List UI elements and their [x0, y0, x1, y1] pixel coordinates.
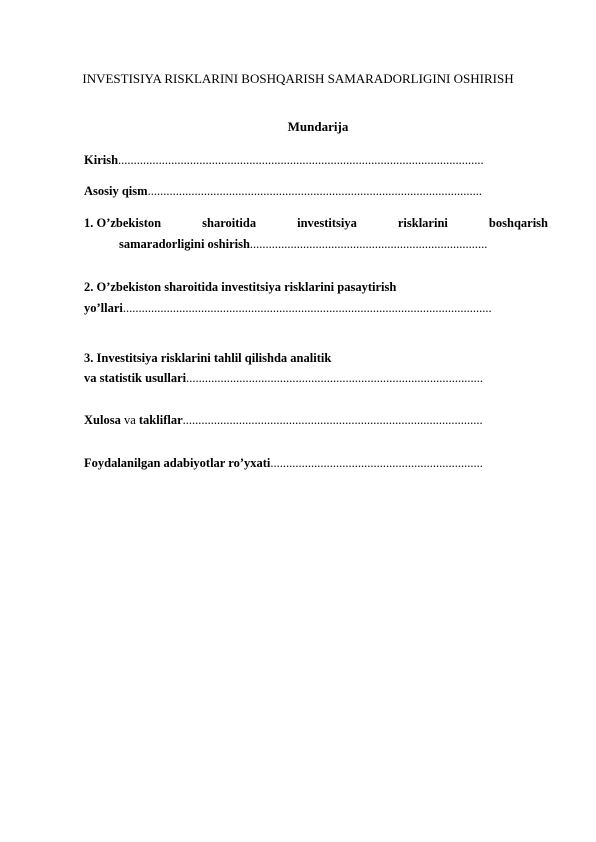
- toc-entry-label-va: va: [123, 413, 136, 427]
- toc-entry-label: Asosiy qism: [84, 184, 148, 198]
- toc-entry-1-line2: [119, 236, 487, 252]
- toc-entry-1-line1: [84, 215, 548, 231]
- toc-entry-3-line2: [84, 370, 483, 386]
- toc-entry-label: yo’llari: [84, 301, 123, 315]
- toc-leader-dots: ......................................................................................................................: [122, 301, 492, 315]
- toc-word: boshqarish: [488, 216, 548, 230]
- toc-entry-xulosa: [84, 412, 483, 428]
- toc-leader-dots: ....................................................................: [270, 456, 483, 470]
- toc-entry-label: takliflar: [135, 413, 183, 427]
- toc-entry-label: Kirish: [84, 153, 119, 167]
- toc-heading: Mundarija: [287, 119, 349, 134]
- toc-entry-foydalanilgan: [84, 455, 483, 471]
- toc-leader-dots: ................................................................................................: [182, 413, 483, 427]
- toc-entry-3-line1: 3. Investitsiya risklarini tahlil qilishda analitik: [84, 351, 332, 365]
- toc-leader-dots: ...............................................................................................: [186, 371, 483, 385]
- toc-entry-2-line1: 2. O’zbekiston sharoitida investitsiya risklarini pasaytirish: [84, 280, 397, 294]
- toc-leader-dots: .....................................................................................................................: [118, 153, 484, 167]
- toc-word: sharoitida: [202, 216, 257, 230]
- toc-entry-2-line2: [84, 300, 492, 316]
- toc-entry-label: Xulosa: [84, 413, 124, 427]
- toc-leader-dots: ............................................................................: [249, 237, 488, 251]
- toc-entry-kirish: [84, 152, 484, 168]
- toc-word: risklarini: [397, 216, 448, 230]
- toc-leader-dots: ...........................................................................................................: [147, 184, 482, 198]
- toc-word: investitsiya: [297, 216, 357, 230]
- toc-entry-label: samaradorligini oshirish: [119, 237, 250, 251]
- toc-entry-label: va statistik usullari: [84, 371, 187, 385]
- toc-entry-label: Foydalanilgan adabiyotlar ro’yxati: [84, 456, 271, 470]
- toc-entry-asosiy: [84, 183, 482, 199]
- document-title: INVESTISIYA RISKLARINI BOSHQARISH SAMARADORLIGINI OSHIRISH: [82, 71, 514, 86]
- toc-word: 1. O’zbekiston: [84, 216, 162, 230]
